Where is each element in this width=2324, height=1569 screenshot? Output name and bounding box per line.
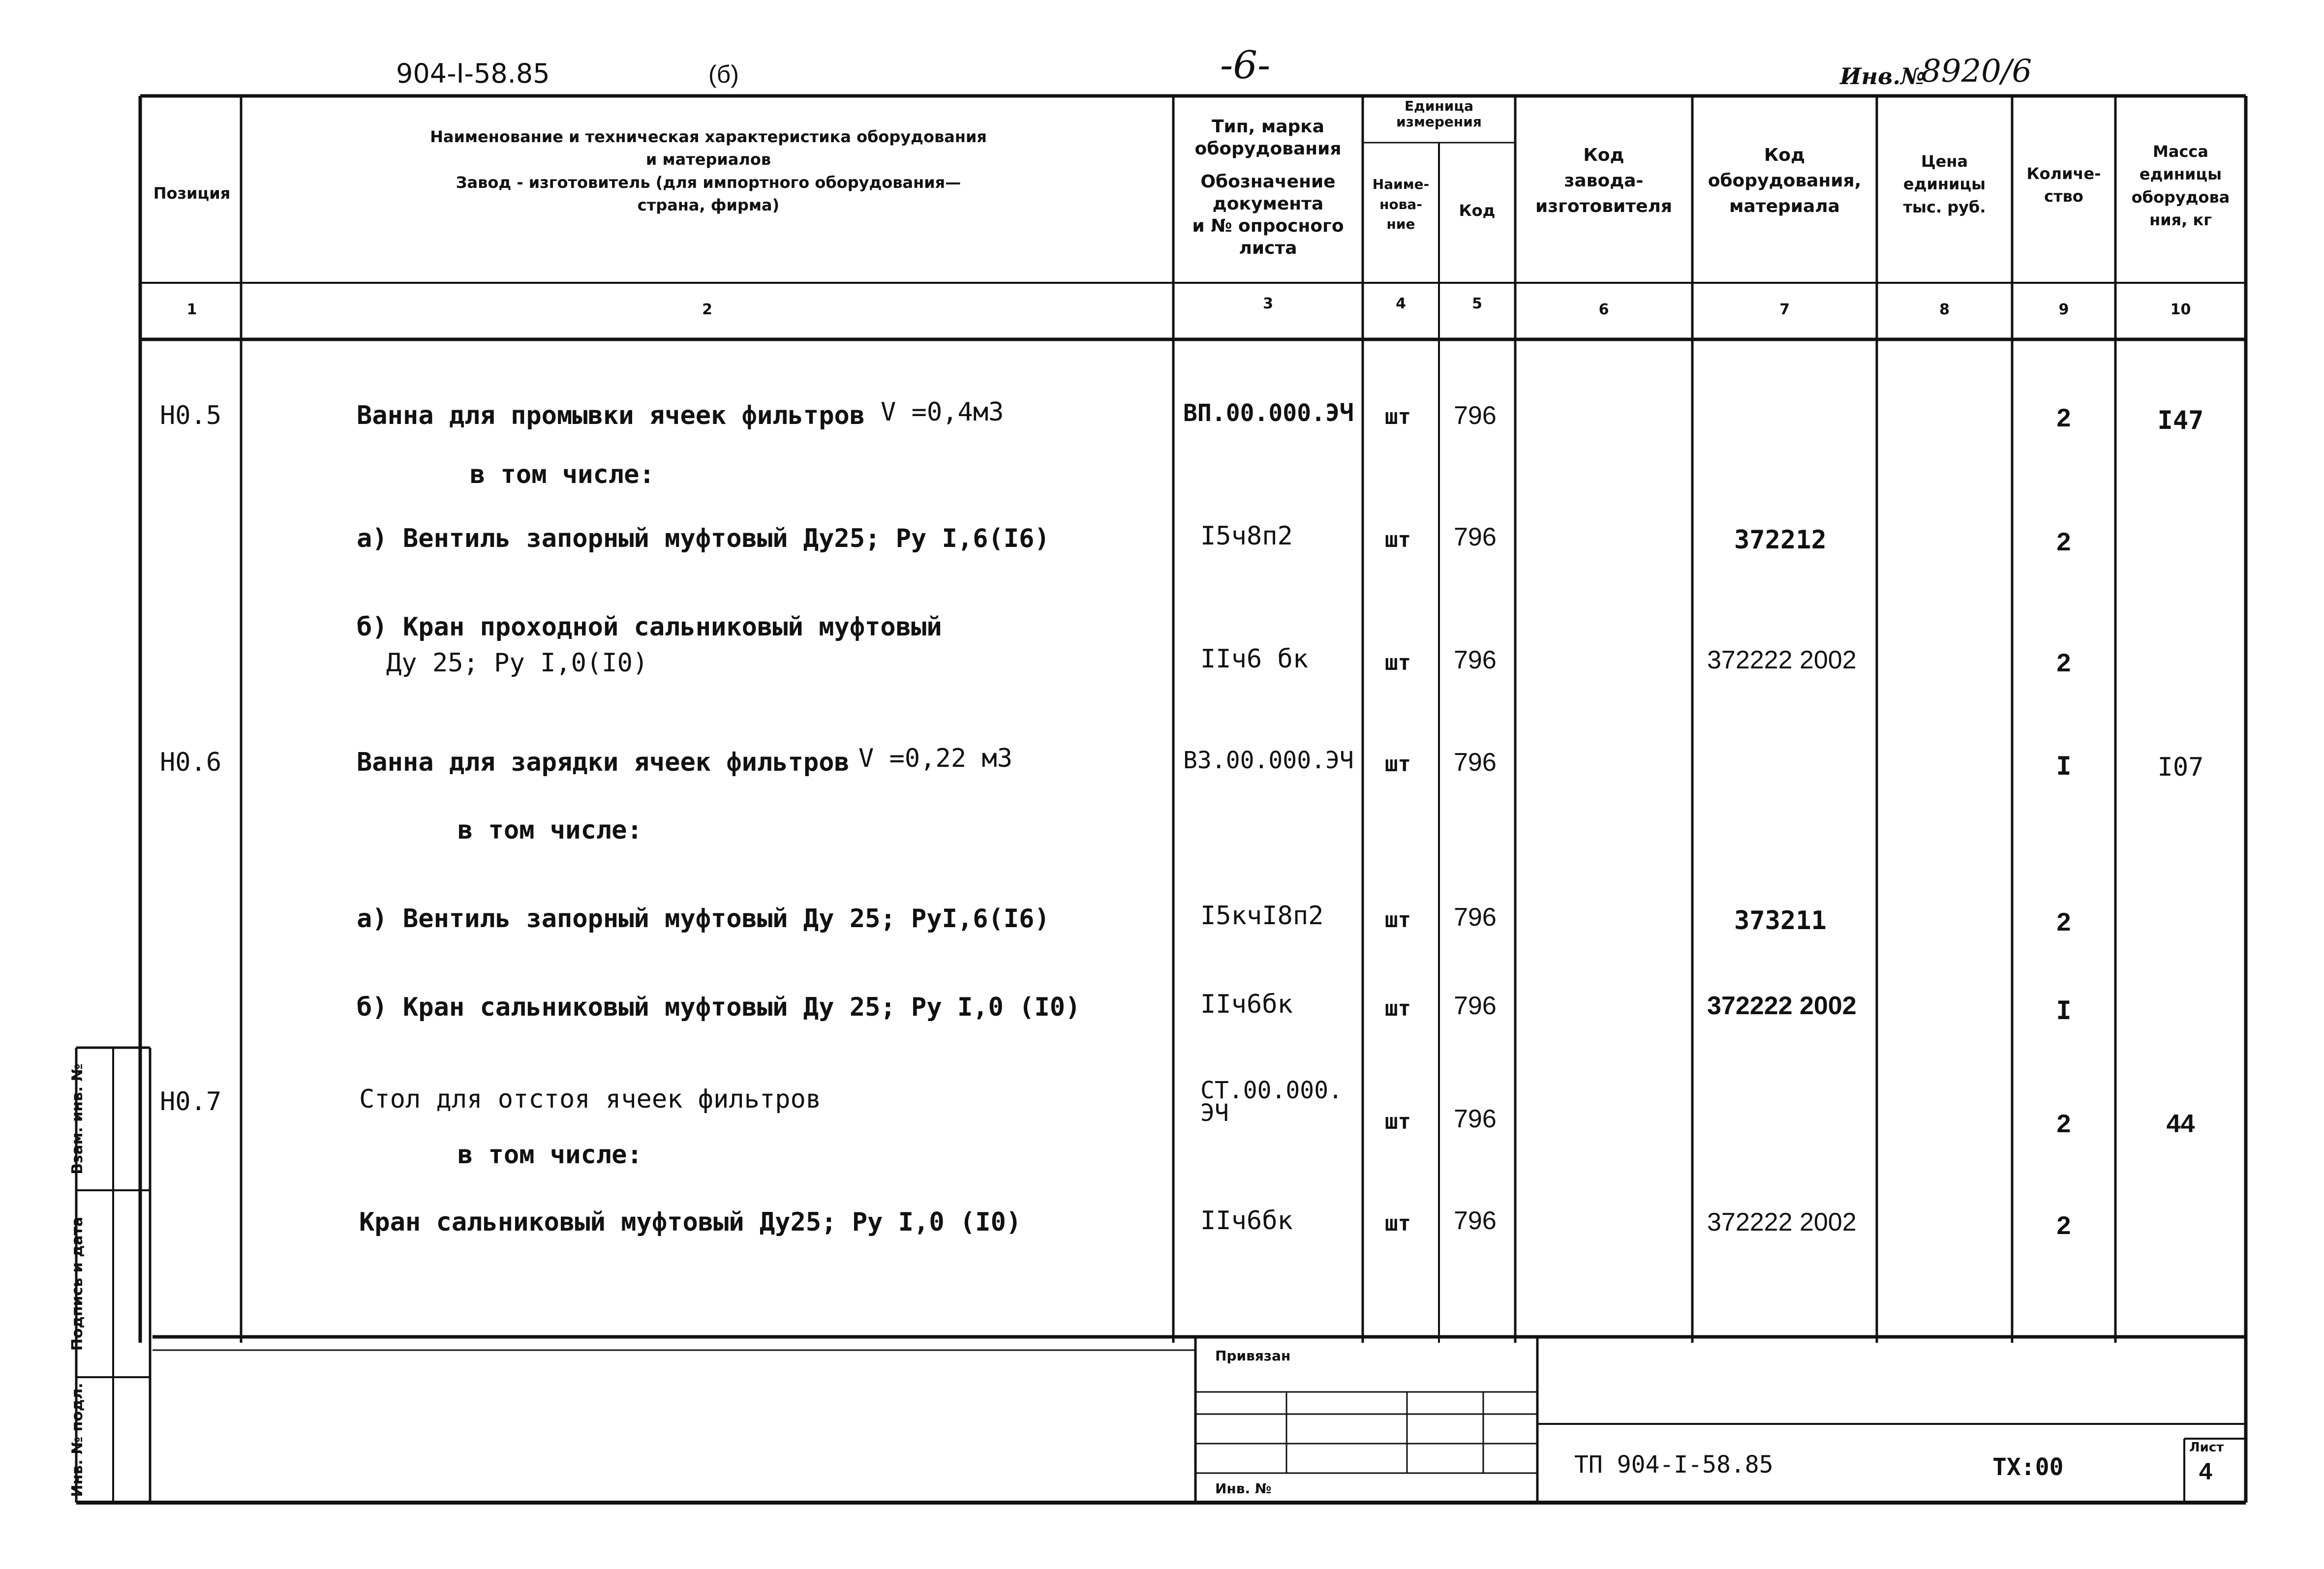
row-unit-code: 796 (1454, 1207, 1497, 1235)
header-position: Позиция (153, 184, 231, 203)
inventory-number: 8920/6 (1921, 53, 2032, 90)
row-unit: шт (1385, 404, 1411, 429)
row-position: Н0.7 (160, 1087, 222, 1116)
column-number-8: 8 (1939, 301, 1950, 318)
row-unit-code: 796 (1454, 401, 1497, 430)
header-mass-line-1: Масса (2153, 142, 2208, 161)
row-name: в том числе: (458, 815, 642, 845)
column-number-6: 6 (1598, 301, 1609, 318)
row-type: СТ.00.000. (1200, 1077, 1343, 1104)
stamp-sheet-label: Лист (2189, 1440, 2224, 1455)
header-factory-code-line-2: завода- (1564, 171, 1644, 191)
column-number-2: 2 (702, 301, 712, 318)
header-factory-code (1515, 143, 1692, 220)
row-quantity: 2 (2056, 404, 2071, 432)
header-factory-code-line-1: Код (1583, 145, 1624, 165)
header-price (1877, 150, 2012, 218)
row-name-extra: V =0,22 м3 (858, 744, 1013, 773)
header-factory-code-line-3: изготовителя (1535, 196, 1673, 217)
row-material-code: 372222 2002 (1707, 992, 1857, 1020)
row-position: Н0.5 (160, 401, 222, 430)
row-unit: шт (1385, 907, 1411, 933)
row-type: IIч6 бк (1200, 644, 1309, 674)
header-type-line-5: и № опросного (1192, 216, 1344, 236)
header-material-code-line-1: Код (1764, 145, 1805, 165)
row-unit-code: 796 (1454, 523, 1497, 551)
row-material-code: 372212 (1734, 525, 1827, 555)
stamp-attached-label: Привязан (1215, 1348, 1291, 1364)
column-number-3: 3 (1263, 295, 1273, 312)
header-unit (1363, 98, 1515, 130)
row-type: ВЗ.00.000.ЭЧ (1183, 747, 1354, 774)
inventory-label: Инв.№ (1840, 63, 1926, 90)
row-name: Стол для отстоя ячеек фильтров (359, 1085, 822, 1114)
row-material-code: 372222 2002 (1707, 646, 1857, 674)
header-price-line-1: Цена (1921, 152, 1968, 171)
stamp-inventory-label: Инв. № (1215, 1480, 1272, 1497)
header-unit-line-1: Единица (1405, 98, 1473, 114)
row-unit: шт (1385, 527, 1411, 552)
row-name: б) Кран сальниковый муфтовый Ду 25; Ру I,0 (I0) (357, 993, 1081, 1022)
row-unit-code: 796 (1454, 646, 1497, 674)
row-unit: шт (1385, 752, 1411, 777)
row-name: Ванна для промывки ячеек фильтров (357, 401, 865, 430)
stamp-document-reference: ТП 904-I-58.85 (1574, 1451, 1774, 1478)
header-unit-name-line-2: нова- (1379, 196, 1422, 212)
header-mass-line-4: ния, кг (2149, 211, 2212, 230)
header-type-line-2: оборудования (1194, 139, 1342, 159)
header-material-code (1692, 143, 1877, 220)
header-type-line-6: листа (1239, 238, 1297, 258)
document-code: 904-I-58.85 (396, 58, 550, 89)
row-quantity: 2 (2056, 528, 2071, 556)
column-number-9: 9 (2058, 301, 2069, 318)
row-type-block (1200, 1077, 1343, 1127)
row-position: Н0.6 (160, 748, 222, 777)
column-number-10: 10 (2170, 301, 2191, 318)
row-unit: шт (1385, 650, 1411, 675)
column-number-1: 1 (186, 301, 197, 318)
row-unit-code: 796 (1454, 992, 1497, 1020)
row-mass: I07 (2157, 753, 2204, 782)
column-number-5: 5 (1472, 295, 1482, 312)
page-mark: -6- (1220, 43, 1271, 88)
side-original-inventory-label: Инв. № подл. (69, 1383, 86, 1497)
row-type-continued: ЭЧ (1200, 1099, 1229, 1127)
row-unit: шт (1385, 1109, 1411, 1134)
row-quantity: 2 (2056, 1110, 2071, 1138)
row-unit-code: 796 (1454, 903, 1497, 932)
row-name-extra: Ду 25; Ру I,0(I0) (386, 648, 648, 678)
header-name-line-1: Наименование и техническая характеристика оборудования (430, 127, 987, 146)
row-mass: I47 (2157, 406, 2204, 435)
row-quantity: 2 (2056, 1211, 2071, 1240)
header-quantity-line-1: Количе- (2026, 164, 2101, 183)
stamp-section-code: ТХ:00 (1992, 1453, 2064, 1481)
header-mass-line-2: единицы (2139, 165, 2222, 184)
header-mass-line-3: оборудова (2131, 187, 2230, 207)
header-unit-name (1363, 175, 1439, 235)
row-mass: 44 (2166, 1110, 2195, 1138)
row-type: I5ч8п2 (1200, 521, 1293, 551)
row-name-extra: V =0,4м3 (881, 397, 1004, 427)
row-material-code: 372222 2002 (1707, 1208, 1857, 1237)
row-name: в том числе: (458, 1140, 642, 1170)
side-signature-date-label: Подпись и дата (69, 1216, 86, 1351)
row-name: Ванна для зарядки ячеек фильтров (357, 748, 850, 777)
header-name-line-3: Завод - изготовитель (для импортного оборудования— (456, 173, 961, 192)
row-name: а) Вентиль запорный муфтовый Ду 25; РуI,6(I6) (357, 904, 1050, 934)
header-type (1173, 116, 1363, 259)
column-number-4: 4 (1396, 295, 1406, 312)
header-unit-code: Код (1459, 201, 1496, 220)
row-unit-code: 796 (1454, 748, 1497, 777)
header-type-line-1: Тип, марка (1211, 117, 1325, 137)
header-unit-line-2: измерения (1396, 114, 1482, 130)
stamp-sheet-number: 4 (2199, 1459, 2212, 1485)
row-quantity: 2 (2056, 649, 2071, 677)
header-material-code-line-2: оборудования, (1708, 171, 1862, 191)
header-price-line-2: единицы (1903, 175, 1986, 194)
header-unit-name-line-3: ние (1386, 216, 1415, 233)
row-material-code: 373211 (1734, 906, 1827, 935)
header-name (246, 125, 1171, 217)
header-type-line-4: документа (1212, 194, 1324, 214)
header-type-line-3: Обозначение (1200, 172, 1336, 192)
row-type: IIч6бк (1200, 1206, 1293, 1236)
header-material-code-line-3: материала (1729, 196, 1840, 217)
column-number-7: 7 (1779, 301, 1790, 318)
header-name-line-4: страна, фирма) (637, 196, 780, 215)
row-unit: шт (1385, 1211, 1411, 1236)
row-type: I5кчI8п2 (1200, 901, 1324, 931)
row-quantity: I (2056, 752, 2072, 781)
row-name: б) Кран проходной сальниковый муфтовый (357, 612, 942, 642)
header-quantity-line-2: ство (2044, 187, 2083, 206)
side-replacement-inventory-label: Взам. инв. № (69, 1063, 86, 1175)
variant-mark: (б) (708, 60, 739, 88)
row-unit-code: 796 (1454, 1105, 1497, 1133)
header-name-line-2: и материалов (645, 150, 771, 169)
header-quantity (2012, 162, 2115, 208)
row-quantity: 2 (2056, 908, 2071, 936)
row-unit: шт (1385, 996, 1411, 1021)
header-mass (2115, 140, 2246, 232)
row-quantity: I (2056, 996, 2072, 1026)
row-name: в том числе: (470, 460, 655, 489)
row-name: а) Вентиль запорный муфтовый Ду25; Ру I,6(I6) (357, 524, 1050, 553)
row-type: ВП.00.000.ЭЧ (1183, 399, 1354, 427)
row-name: Кран сальниковый муфтовый Ду25; Ру I,0 (I0) (359, 1207, 1022, 1237)
row-type: IIч6бк (1200, 990, 1293, 1019)
header-unit-name-line-1: Наиме- (1372, 176, 1430, 192)
header-price-line-3: тыс. руб. (1903, 197, 1986, 216)
